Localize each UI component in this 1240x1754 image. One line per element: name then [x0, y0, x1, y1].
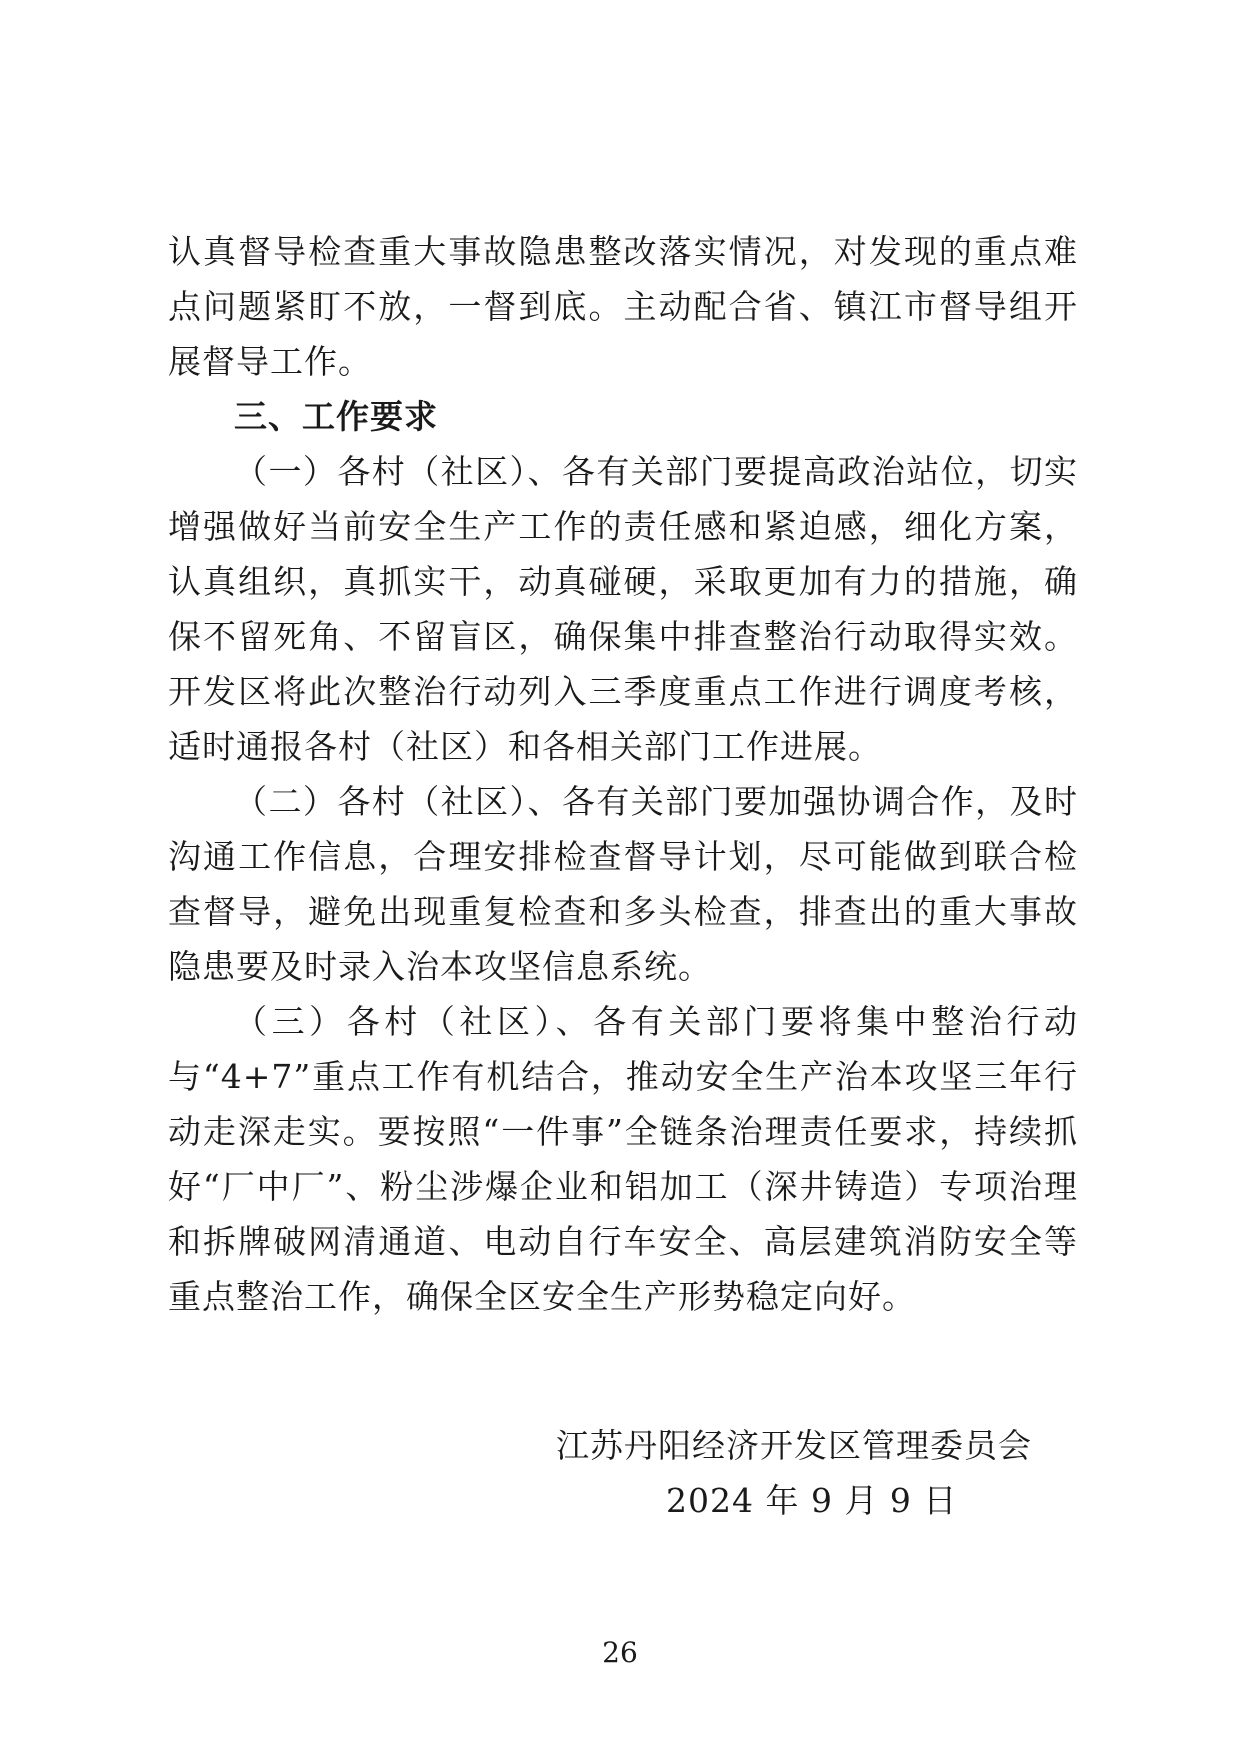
issue-date: 2024 年 9 月 9 日: [666, 1481, 958, 1520]
requirement-paragraph-3: （三）各村（社区）、各有关部门要将集中整治行动与“4+7”重点工作有机结合，推动安全生产治本攻坚三年行动走深走实。要按照“一件事”全链条治理责任要求，持续抓好“厂中厂”、粉尘涉爆企业和铝加工（深井铸造）专项治理和拆牌破网清通道、电动自行车安全、高层建筑消防安全等重点整治工作，确保全区安全生产形势稳定向好。: [168, 1002, 1078, 1316]
continuation-paragraph: 认真督导检查重大事故隐患整改落实情况，对发现的重点难点问题紧盯不放，一督到底。主动配合省、镇江市督导组开展督导工作。: [168, 232, 1078, 381]
requirement-paragraph-1: （一）各村（社区）、各有关部门要提高政治站位，切实增强做好当前安全生产工作的责任感和紧迫感，细化方案，认真组织，真抓实干，动真碰硬，采取更加有力的措施，确保不留死角、不留盲区，确保集中排查整治行动取得实效。开发区将此次整治行动列入三季度重点工作进行调度考核，适时通报各村（社区）和各相关部门工作进展。: [168, 452, 1078, 766]
document-body: [168, 224, 1078, 1324]
section-heading: 三、工作要求: [234, 397, 438, 436]
requirement-paragraph-2: （二）各村（社区）、各有关部门要加强协调合作，及时沟通工作信息，合理安排检查督导计划，尽可能做到联合检查督导，避免出现重复检查和多头检查，排查出的重大事故隐患要及时录入治本攻坚信息系统。: [168, 782, 1078, 986]
signature-block: [556, 1418, 1076, 1528]
issuing-organization: 江苏丹阳经济开发区管理委员会: [556, 1426, 1032, 1465]
page-number: 26: [602, 1636, 638, 1669]
